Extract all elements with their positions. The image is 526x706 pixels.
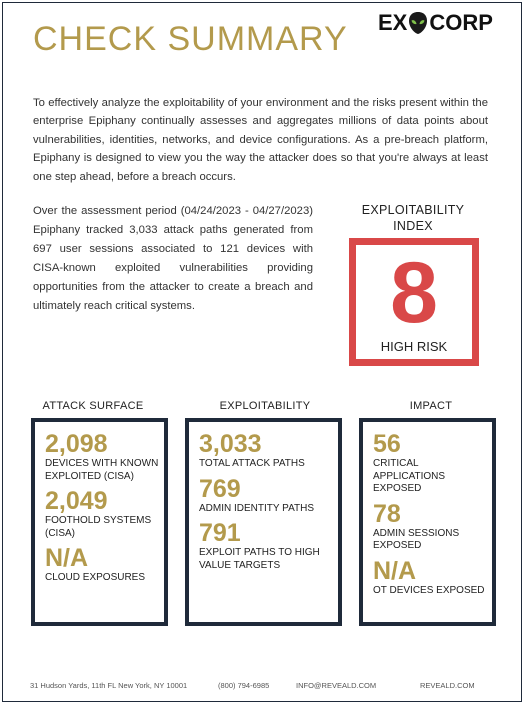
metric-foothold-systems bbox=[45, 487, 164, 540]
metric-label: CLOUD EXPOSURES bbox=[45, 572, 146, 583]
logo-text-left: EX bbox=[378, 10, 408, 35]
metric-cloud-exposures bbox=[45, 544, 164, 585]
metric-ot-devices bbox=[373, 557, 492, 598]
metric-label: FOOTHOLD SYSTEMS (CISA) bbox=[45, 515, 152, 539]
footer-website[interactable]: REVEALD.COM bbox=[420, 681, 475, 690]
exploitability-index-value: 8 bbox=[390, 245, 438, 341]
impact-title: IMPACT bbox=[409, 400, 453, 412]
metric-critical-applications bbox=[373, 430, 492, 496]
metric-label: OT DEVICES EXPOSED bbox=[373, 584, 485, 596]
metric-value: 2,049 bbox=[45, 487, 108, 515]
metric-label: ADMIN SESSIONS EXPOSED bbox=[373, 527, 460, 551]
metric-devices-known-exploited bbox=[45, 430, 164, 483]
metric-admin-identity-paths bbox=[199, 475, 338, 516]
intro-paragraph: To effectively analyze the exploitability of your environment and the risks present within the enterprise Epiphany continually assesses and aggregates millions of data points about vulnerabilities, identities, networks, and device configurations. As a pre-breach platform, Epiphany is designed to view you the way the attacker does so that you're always at least one step ahead, before a breach occurs. bbox=[33, 97, 488, 183]
exploitability-panel bbox=[185, 418, 342, 626]
metric-admin-sessions bbox=[373, 500, 492, 553]
risk-level-label: HIGH RISK bbox=[380, 339, 448, 354]
metric-value: 791 bbox=[199, 519, 241, 547]
metric-value: 56 bbox=[373, 430, 401, 458]
exploitability-title: EXPLOITABILITY bbox=[219, 400, 311, 412]
footer-phone: (800) 794-6985 bbox=[218, 681, 270, 690]
metric-value: N/A bbox=[45, 544, 89, 572]
metric-label: TOTAL ATTACK PATHS bbox=[199, 458, 305, 469]
logo-text-right: CORP bbox=[429, 10, 493, 35]
metric-value: 3,033 bbox=[199, 430, 262, 458]
metric-value: N/A bbox=[373, 556, 417, 585]
metric-value: 769 bbox=[199, 474, 241, 503]
footer-address: 31 Hudson Yards, 11th FL New York, NY 10001 bbox=[30, 681, 188, 690]
alien-head-icon bbox=[408, 11, 428, 35]
metric-exploit-paths-high-value bbox=[199, 519, 338, 572]
metric-total-attack-paths bbox=[199, 430, 338, 471]
metric-value: 78 bbox=[373, 499, 401, 528]
page-title: CHECK SUMMARY bbox=[33, 20, 348, 58]
impact-panel bbox=[359, 418, 496, 626]
footer-email[interactable]: INFO@REVEALD.COM bbox=[296, 681, 377, 690]
metric-label: ADMIN IDENTITY PATHS bbox=[199, 502, 315, 514]
metric-label: EXPLOIT PATHS TO HIGH VALUE TARGETS bbox=[199, 547, 320, 571]
metric-label: DEVICES WITH KNOWN EXPLOITED (CISA) bbox=[45, 458, 159, 482]
company-logo bbox=[378, 8, 493, 38]
metric-label: CRITICAL APPLICATIONS EXPOSED bbox=[373, 458, 446, 494]
exploitability-index-box bbox=[349, 238, 479, 366]
attack-surface-panel bbox=[31, 418, 168, 626]
assessment-period-paragraph: Over the assessment period (04/24/2023 - 04/27/2023) Epiphany tracked 3,033 attack paths generated from 697 user sessions associated to 121 devices with CISA-known exploited vulnerabilities providing opportunities from the attacker to create a breach and ultimately reach critical systems. bbox=[33, 205, 313, 312]
attack-surface-title: ATTACK SURFACE bbox=[42, 400, 144, 412]
exploitability-index-label: EXPLOITABILITY INDEX bbox=[361, 203, 465, 233]
metric-value: 2,098 bbox=[45, 430, 108, 458]
